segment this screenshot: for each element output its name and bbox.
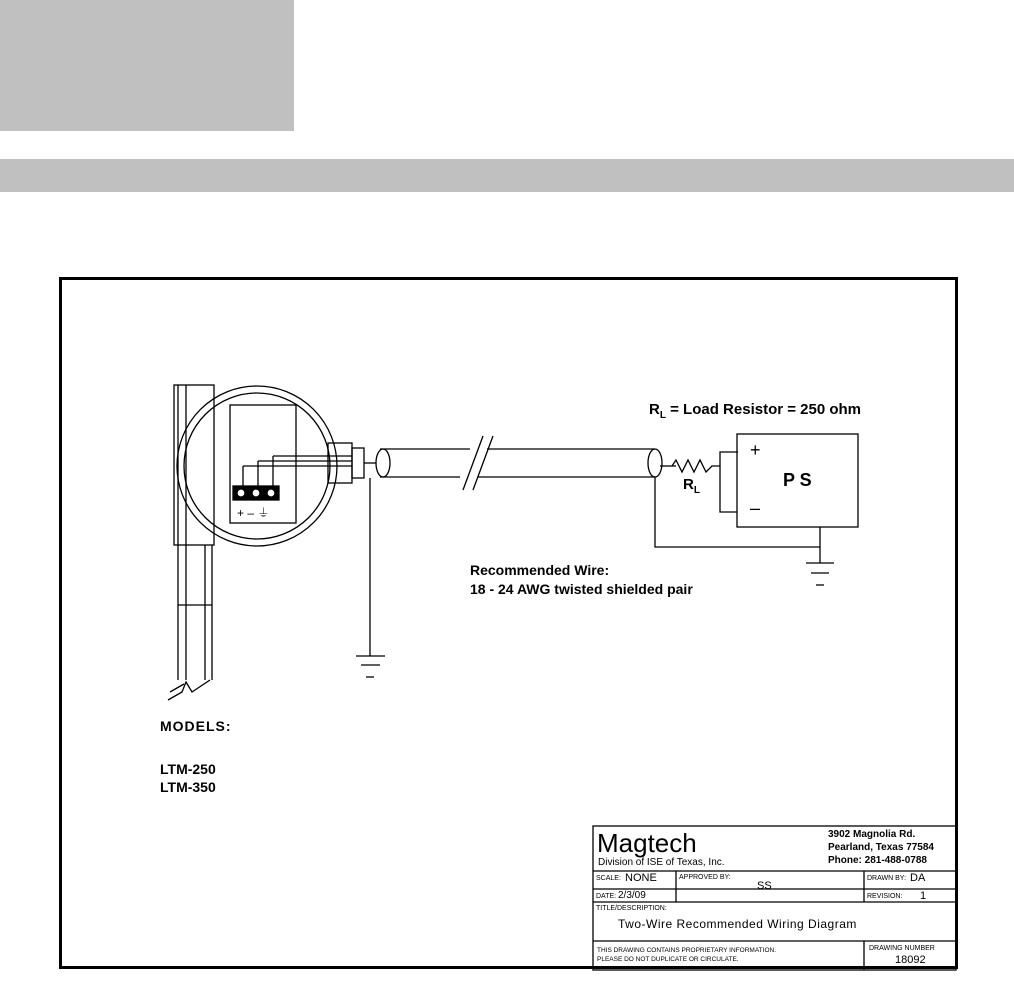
resistor-tag: $R_L$ (683, 476, 700, 496)
drawn-value: DA (910, 872, 926, 884)
power-supply-plus: + (750, 440, 761, 460)
company-division: Division of ISE of Texas, Inc. (598, 857, 725, 868)
company-address-1: 3902 Magnolia Rd. (828, 829, 916, 840)
proprietary-notice-1: THIS DRAWING CONTAINS PROPRIETARY INFORMATION. (597, 947, 777, 954)
model-item: LTM-350 (160, 779, 216, 795)
drawing-number-value: 18092 (895, 954, 926, 966)
company-phone: Phone: 281-488-0788 (828, 855, 927, 866)
terminal-block (233, 456, 352, 500)
wire-note-line1: Recommended Wire: (470, 562, 610, 578)
load-resistor (672, 452, 738, 472)
power-supply-label: P S (783, 470, 812, 490)
company-address-2: Pearland, Texas 77584 (828, 842, 934, 853)
load-resistor-label: $R_L$ = Load Resistor = 250 ohm (649, 401, 862, 421)
wire-note-line2: 18 - 24 AWG twisted shielded pair (470, 581, 693, 597)
ground-transmitter (356, 478, 385, 677)
revision-value: 1 (920, 890, 927, 902)
approved-value: SS (757, 880, 772, 892)
approved-label: APPROVED BY: (679, 874, 731, 881)
drawing-number-label: DRAWING NUMBER (869, 945, 935, 952)
date-label: DATE: (596, 893, 617, 900)
drawn-label: DRAWN BY: (867, 875, 907, 882)
terminal-marks: + – ⏚ (237, 506, 270, 520)
scale-label: SCALE: (596, 875, 621, 882)
scale-value: NONE (625, 872, 657, 884)
date-value: 2/3/09 (618, 890, 646, 901)
company-name: Magtech (597, 828, 697, 858)
power-supply-minus: – (750, 498, 761, 518)
proprietary-notice-2: PLEASE DO NOT DUPLICATE OR CIRCULATE. (597, 956, 739, 963)
models-heading: MODELS: (160, 718, 232, 734)
transmitter-stem (168, 545, 212, 700)
title-value: Two-Wire Recommended Wiring Diagram (618, 917, 857, 931)
shielded-cable (364, 436, 676, 490)
model-item: LTM-250 (160, 761, 216, 777)
title-label: TITLE/DESCRIPTION: (596, 905, 667, 912)
revision-label: REVISION: (867, 893, 903, 900)
